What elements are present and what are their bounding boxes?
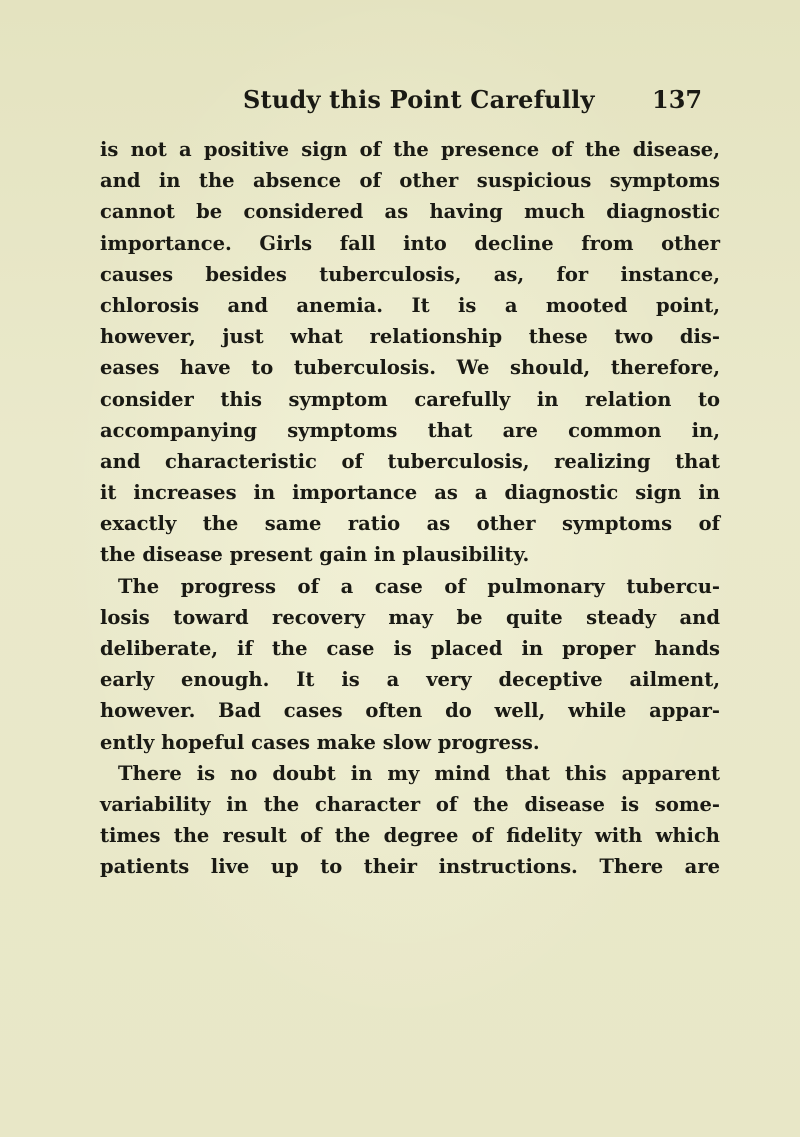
text-line: chlorosis and anemia. It is a mooted point, [100, 293, 720, 317]
text-line: is not a positive sign of the presence of the disease, [100, 138, 720, 161]
text-line: losis toward recovery may be quite steady and [100, 605, 720, 629]
running-head [0, 80, 800, 120]
text-line: variability in the character of the disease is some- [100, 792, 720, 816]
text-line: the disease present gain in plausibility. [100, 543, 530, 567]
text-line: it increases in importance as a diagnostic sign in [100, 481, 720, 505]
page-number: 137 [652, 85, 703, 114]
text-line: patients live up to their instructions. There are [100, 855, 720, 879]
text-line: The progress of a case of pulmonary tubercu- [118, 574, 720, 598]
text-line: and in the absence of other suspicious symptoms [100, 169, 720, 193]
text-line: importance. Girls fall into decline from other [100, 231, 720, 255]
text-line: There is no doubt in my mind that this apparent [118, 761, 720, 785]
text-line: exactly the same ratio as other symptoms of [100, 512, 720, 536]
text-line: however. Bad cases often do well, while appar- [100, 699, 720, 723]
text-line: cannot be considered as having much diagnostic [100, 200, 720, 224]
text-line: deliberate, if the case is placed in proper hands [100, 637, 720, 660]
text-line: causes besides tuberculosis, as, for instance, [100, 262, 720, 286]
text-line: eases have to tuberculosis. We should, therefore, [100, 356, 720, 380]
text-line: ently hopeful cases make slow progress. [100, 730, 540, 754]
text-line: and characteristic of tuberculosis, realizing that [100, 449, 720, 473]
text-line: early enough. It is a very deceptive ailment, [100, 668, 720, 692]
text-line: accompanying symptoms that are common in, [100, 418, 720, 442]
text-line: consider this symptom carefully in relation to [100, 387, 720, 411]
body-text [100, 134, 720, 883]
running-title: Study this Point Carefully [243, 85, 595, 114]
text-line: times the result of the degree of fidelity with which [100, 824, 720, 848]
text-line: however, just what relationship these two dis- [100, 325, 720, 349]
